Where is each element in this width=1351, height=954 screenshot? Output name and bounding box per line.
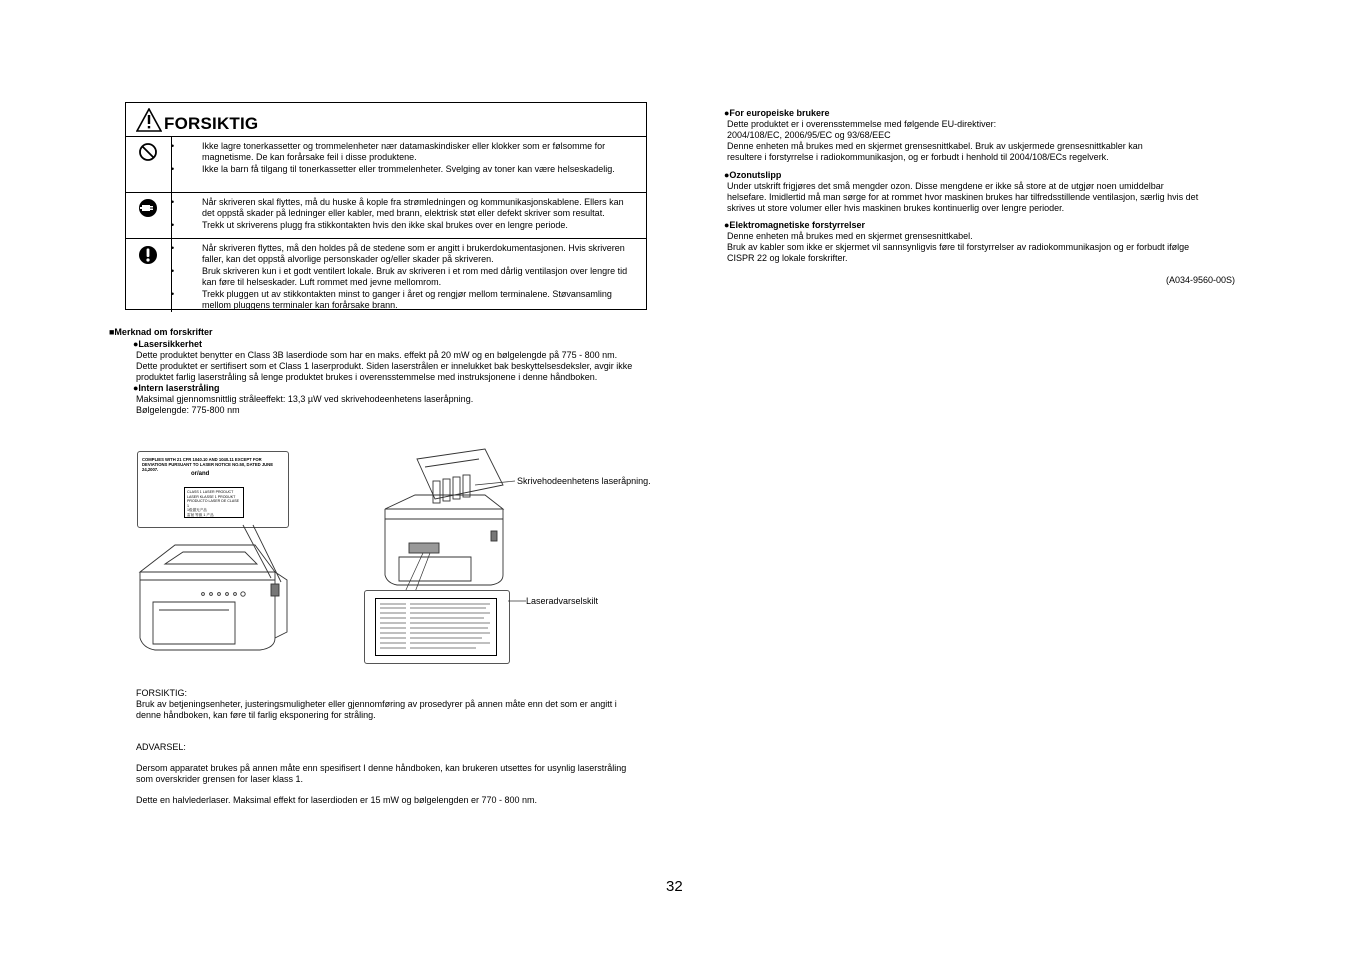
text-line: Bruk av betjeningsenheter, justeringsmuligheter eller gjennomføring av prosedyrer på annen måte enn det som er angitt i — [136, 699, 617, 709]
caution-box — [125, 102, 647, 310]
text-line: Under utskrift frigjøres det små mengder ozon. Disse mengdene er ikke så store at de utgjør noen umiddelbar — [727, 181, 1164, 191]
list-item: • Trekk pluggen ut av stikkontakten minst to ganger i året og rengjør mellom terminalene. Støvansamling mellom pluggens terminaler kan forårsake brann. — [202, 289, 638, 311]
or-and-text: or/and — [191, 471, 210, 477]
text-line: Maksimal gjennomsnittlig stråleeffekt: 13,3 µW ved skrivehodeenhetens laseråpning. — [136, 394, 474, 404]
text-line: 雷射 等級 1 产品 — [187, 512, 214, 517]
callout-leader-line — [508, 598, 528, 604]
caution-row-icon-cell — [126, 137, 172, 192]
laser-warning-label — [375, 598, 497, 656]
text-line: Dette produktet benytter en Class 3B laserdiode som har en maks. effekt på 20 mW og en bølgelengde på 775 - 800 nm. — [136, 350, 618, 360]
text-line: skrives ut store volumer eller hvis maskinen brukes kontinuerlig over lengre perioder. — [727, 203, 1065, 213]
bottom-caution-text — [136, 699, 696, 721]
text-line: denne håndboken, kan føre til farlig eksponering for stråling. — [136, 710, 376, 720]
text-line: som overskrider grensen for laser klass 1. — [136, 774, 304, 784]
callout-warning-label: Laseradvarselskilt — [526, 596, 599, 606]
text-line: Dette produktet er i overensstemmelse med følgende EU-direktiver: — [727, 119, 997, 129]
eu-text — [727, 119, 1267, 163]
text-line: DEVIATIONS PURSUANT TO LASER NOTICE NO.50, DATED JUNE 24,2007. — [142, 462, 273, 472]
caution-row-moving — [126, 193, 646, 239]
text-line: resultere i forstyrrelse i radiokommunikasjon, og er forbudt i henhold til 2004/108/ECs regelverk. — [727, 152, 1109, 162]
text-line: produktet farlig laserstråling så lenge produktet brukes i overensstemmelse med instruksjonene i denne håndboken. — [136, 372, 598, 382]
bottom-warning-text — [136, 763, 696, 785]
text-line: CLASS 1 LASER PRODUCT — [187, 490, 234, 494]
caution-list — [126, 137, 646, 175]
text-line: Dette produktet er sertifisert som et Class 1 laserprodukt. Siden laserstrålen er innelukket bak beskyttelsesdeksler, avgir ikke — [136, 361, 633, 371]
list-item: • Når skriveren skal flyttes, må du huske å kople fra strømledningen og kommunikasjonskablene. Ellers kan det oppstå skader på ledninger eller kabler, med brann, elektrisk støt eller defekt skriver som resultat. — [202, 197, 638, 219]
caution-header — [126, 103, 646, 137]
text-line: Dersom apparatet brukes på annen måte enn spesifisert I denne håndboken, kan brukeren utsettes for usynlig laserstråling — [136, 763, 627, 773]
printer-open-illustration — [375, 447, 515, 597]
text-line: Bølgelengde: 775-800 nm — [136, 405, 240, 415]
warning-triangle-icon — [136, 108, 162, 132]
bottom-warning-label: ADVARSEL: — [136, 742, 186, 752]
exclamation-icon — [138, 245, 158, 265]
emc-text — [727, 231, 1267, 264]
ozone-text — [727, 181, 1267, 214]
text-line: helsefare. Imidlertid må man sørge for at rommet hvor maskinen brukes har tilfredsstillende ventilasjon, særlig hvis det — [727, 192, 1199, 202]
eu-heading: ●For europeiske brukere — [724, 108, 830, 118]
caution-row-storage — [126, 137, 646, 193]
regulations-heading: ■Merknad om forskrifter — [109, 327, 213, 337]
laser-warning-text-lines — [376, 599, 495, 654]
laser-safety-heading: ●Lasersikkerhet — [133, 339, 202, 349]
ozone-heading: ●Ozonutslipp — [724, 170, 782, 180]
list-item: • Når skriveren flyttes, må den holdes på de stedene som er angitt i brukerdokumentasjonen. Hvis skriveren faller, kan det oppstå alvorlige personskader og/eller skader på skriveren. — [202, 243, 638, 265]
text-line: LASER KLASSE 1 PRODUKT — [187, 494, 236, 499]
list-item: • Ikke la barn få tilgang til tonerkassetter eller trommelenheter. Svelging av toner kan være helseskadelig. — [202, 164, 638, 175]
page-number: 32 — [666, 878, 683, 895]
caution-row-handling — [126, 239, 646, 312]
emc-heading: ●Elektromagnetiske forstyrrelser — [724, 220, 865, 230]
text-line: 2004/108/EC, 2006/95/EC og 93/68/EEC — [727, 130, 891, 140]
list-item: • Trekk ut skriverens plugg fra stikkontakten hvis den ikke skal brukes over en lengre periode. — [202, 220, 638, 231]
caution-list — [126, 193, 646, 231]
text-line: PRODUCTO LASER DE CLASE 1 — [187, 499, 240, 508]
laser-safety-text — [136, 350, 696, 383]
caution-row-icon-cell — [126, 239, 172, 312]
certification-label-text — [142, 457, 286, 472]
caution-list — [126, 239, 646, 311]
intern-laser-heading: ●Intern laserstråling — [133, 383, 220, 393]
text-line: Bruk av kabler som ikke er skjermet vil sannsynligvis føre til forstyrrelser av radiokommunikasjon og er forbudt ifølge — [727, 242, 1190, 252]
callout-laser-opening: Skrivehodeenhetens laseråpning. — [517, 476, 651, 486]
laser-warning-plate — [364, 590, 510, 664]
text-line: 1级激光产品 — [187, 508, 207, 513]
no-sign-icon — [138, 142, 158, 162]
certification-label — [137, 451, 289, 528]
caution-row-icon-cell — [126, 193, 172, 238]
caution-title: FORSIKTIG — [164, 114, 259, 133]
unplug-icon — [138, 198, 158, 218]
list-item: • Bruk skriveren kun i et godt ventilert lokale. Bruk av skriveren i et rom med dårlig ventilasjon over lengre tid kan føre til helseskader. Luft rommet med jevne mellomrom. — [202, 266, 638, 288]
text-line: Denne enheten må brukes med en skjermet grensesnittkabel. — [727, 231, 973, 241]
text-line: CISPR 22 og lokale forskrifter. — [727, 253, 848, 263]
list-item: • Ikke lagre tonerkassetter og trommelenheter nær datamaskindisker eller klokker som er følsomme for magnetisme. De kan forårsake feil i disse produktene. — [202, 141, 638, 163]
document-code: (A034-9560-00S) — [1166, 275, 1236, 285]
printer-front-illustration — [135, 520, 295, 670]
text-line: COMPLIES WITH 21 CFR 1040.10 AND 1040.11 EXCEPT FOR — [142, 457, 262, 462]
bottom-caution-label: FORSIKTIG: — [136, 688, 188, 698]
diode-text: Dette en halvlederlaser. Maksimal effekt for laserdioden er 15 mW og bølgelengden er 770 - 800 nm. — [136, 795, 538, 805]
class1-label — [184, 487, 244, 518]
intern-laser-text — [136, 394, 473, 416]
text-line: Denne enheten må brukes med en skjermet grensesnittkabel. Bruk av uskjermede grensesnittkabler kan — [727, 141, 1143, 151]
